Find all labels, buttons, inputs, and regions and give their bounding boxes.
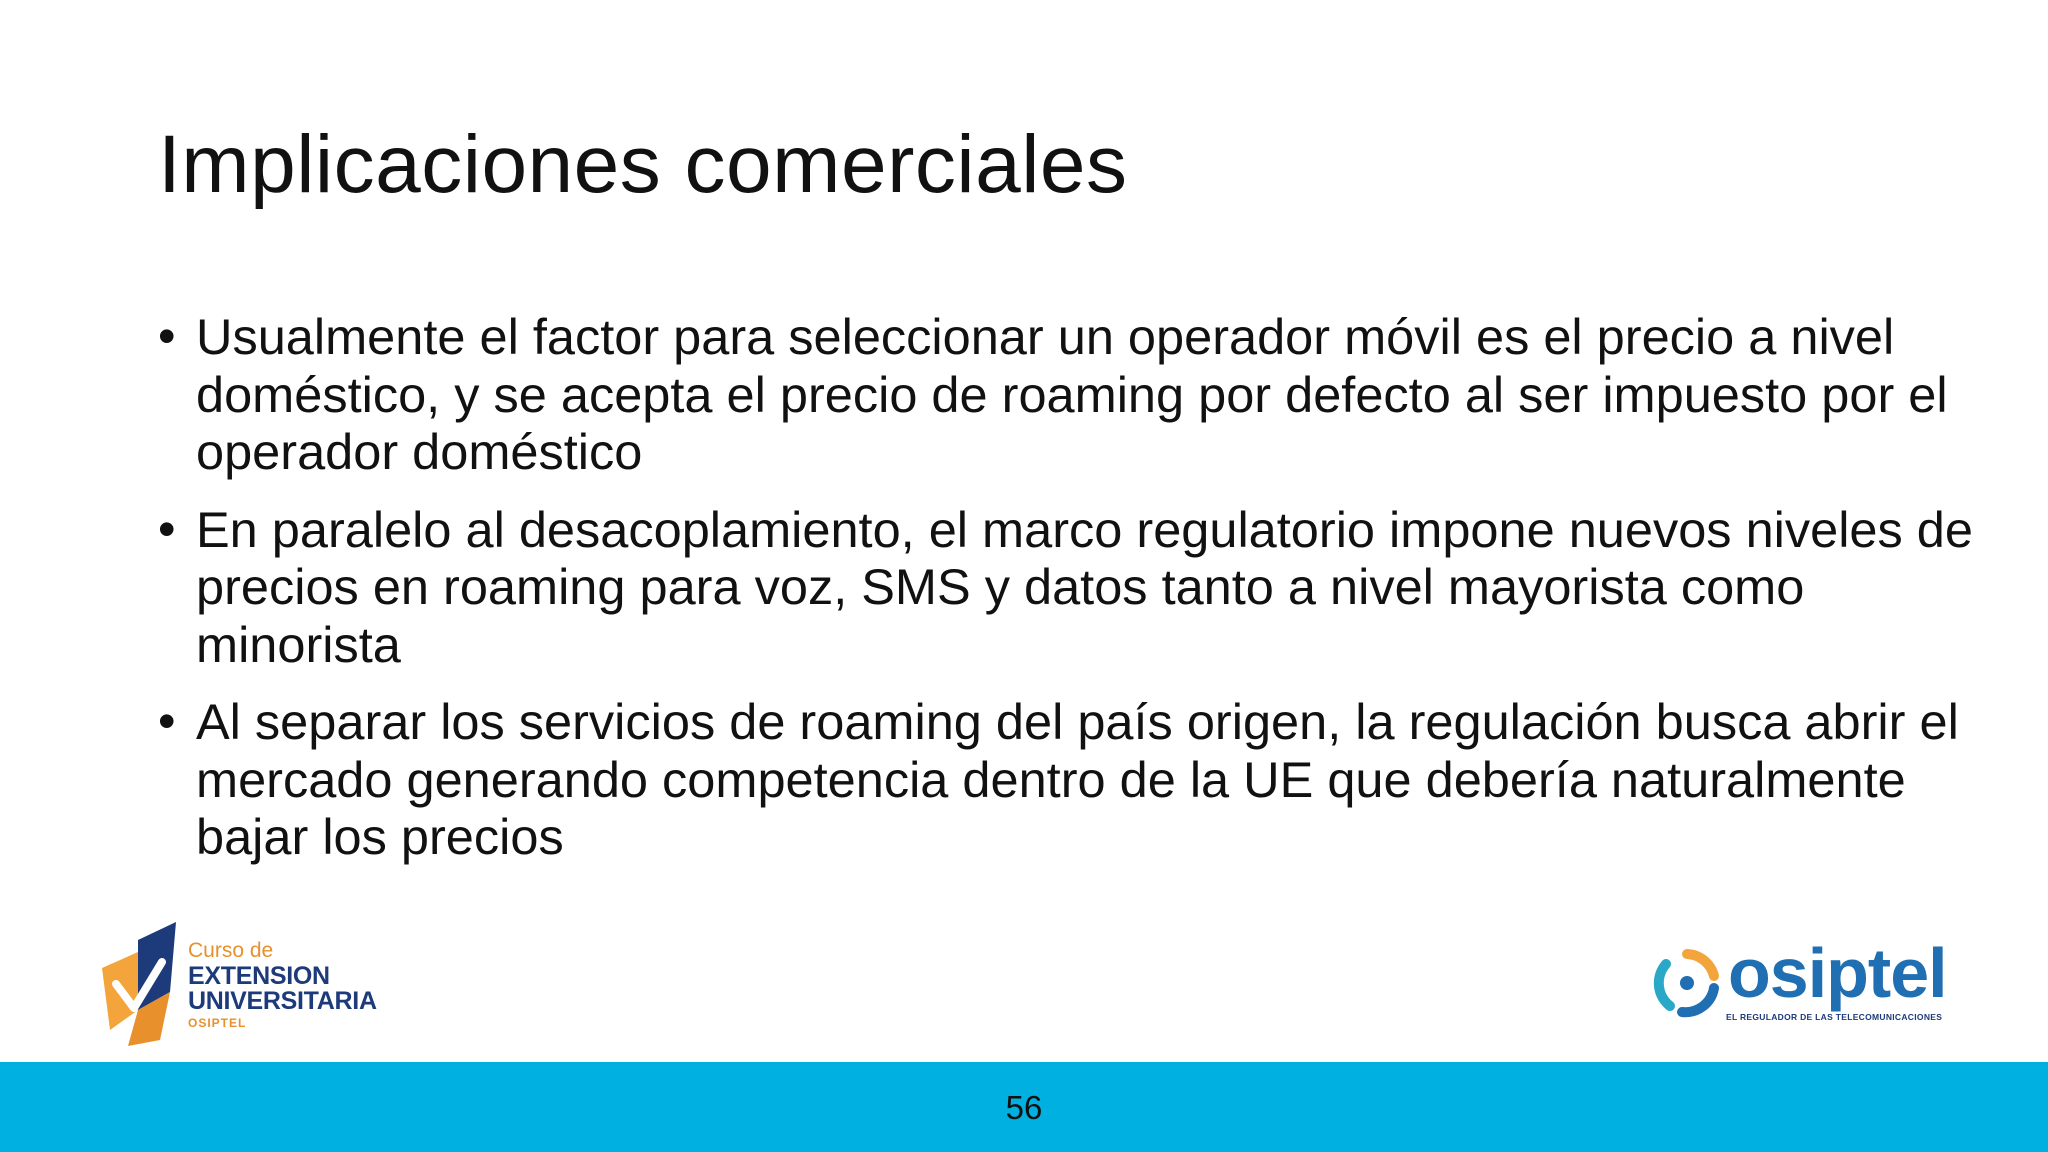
bullet-list xyxy=(158,308,2018,886)
bullet-dot: • xyxy=(158,308,176,364)
bullet-text: Usualmente el factor para seleccionar un operador móvil es el precio a nivel doméstico, y se acepta el precio de roaming por defecto al ser impuesto por el operador doméstico xyxy=(196,308,1948,480)
page-number: 56 xyxy=(1005,1089,1043,1126)
bullet-dot: • xyxy=(158,693,176,749)
logo-line-osiptel: OSIPTEL xyxy=(188,1016,247,1030)
extension-universitaria-text xyxy=(188,940,377,1029)
bullet-dot: • xyxy=(158,500,176,557)
logo-line-curso: Curso de xyxy=(188,939,274,962)
bullet-item xyxy=(158,501,2018,674)
osiptel-tagline: EL REGULADOR DE LAS TELECOMUNICACIONES xyxy=(1726,1012,1943,1022)
osiptel-logo xyxy=(1652,934,1952,1024)
slide-title: Implicaciones comerciales xyxy=(158,119,1128,210)
logo-line-extension: EXTENSION xyxy=(188,962,330,990)
osiptel-circle-emblem-icon xyxy=(1652,948,1722,1018)
logo-line-universitaria: UNIVERSITARIA xyxy=(188,987,377,1015)
extension-universitaria-emblem-icon xyxy=(98,922,188,1046)
bullet-item xyxy=(158,308,2018,481)
bullet-item xyxy=(158,693,2018,866)
bullet-text: Al separar los servicios de roaming del país origen, la regulación busca abrir el mercado generando competencia dentro de la UE que debería naturalmente bajar los precios xyxy=(196,693,1959,865)
osiptel-wordmark: osiptel xyxy=(1728,934,1947,1012)
bullet-text: En paralelo al desacoplamiento, el marco regulatorio impone nuevos niveles de precios en roaming para voz, SMS y datos tanto a nivel mayorista como minorista xyxy=(196,500,1973,673)
extension-universitaria-logo xyxy=(98,922,408,1046)
